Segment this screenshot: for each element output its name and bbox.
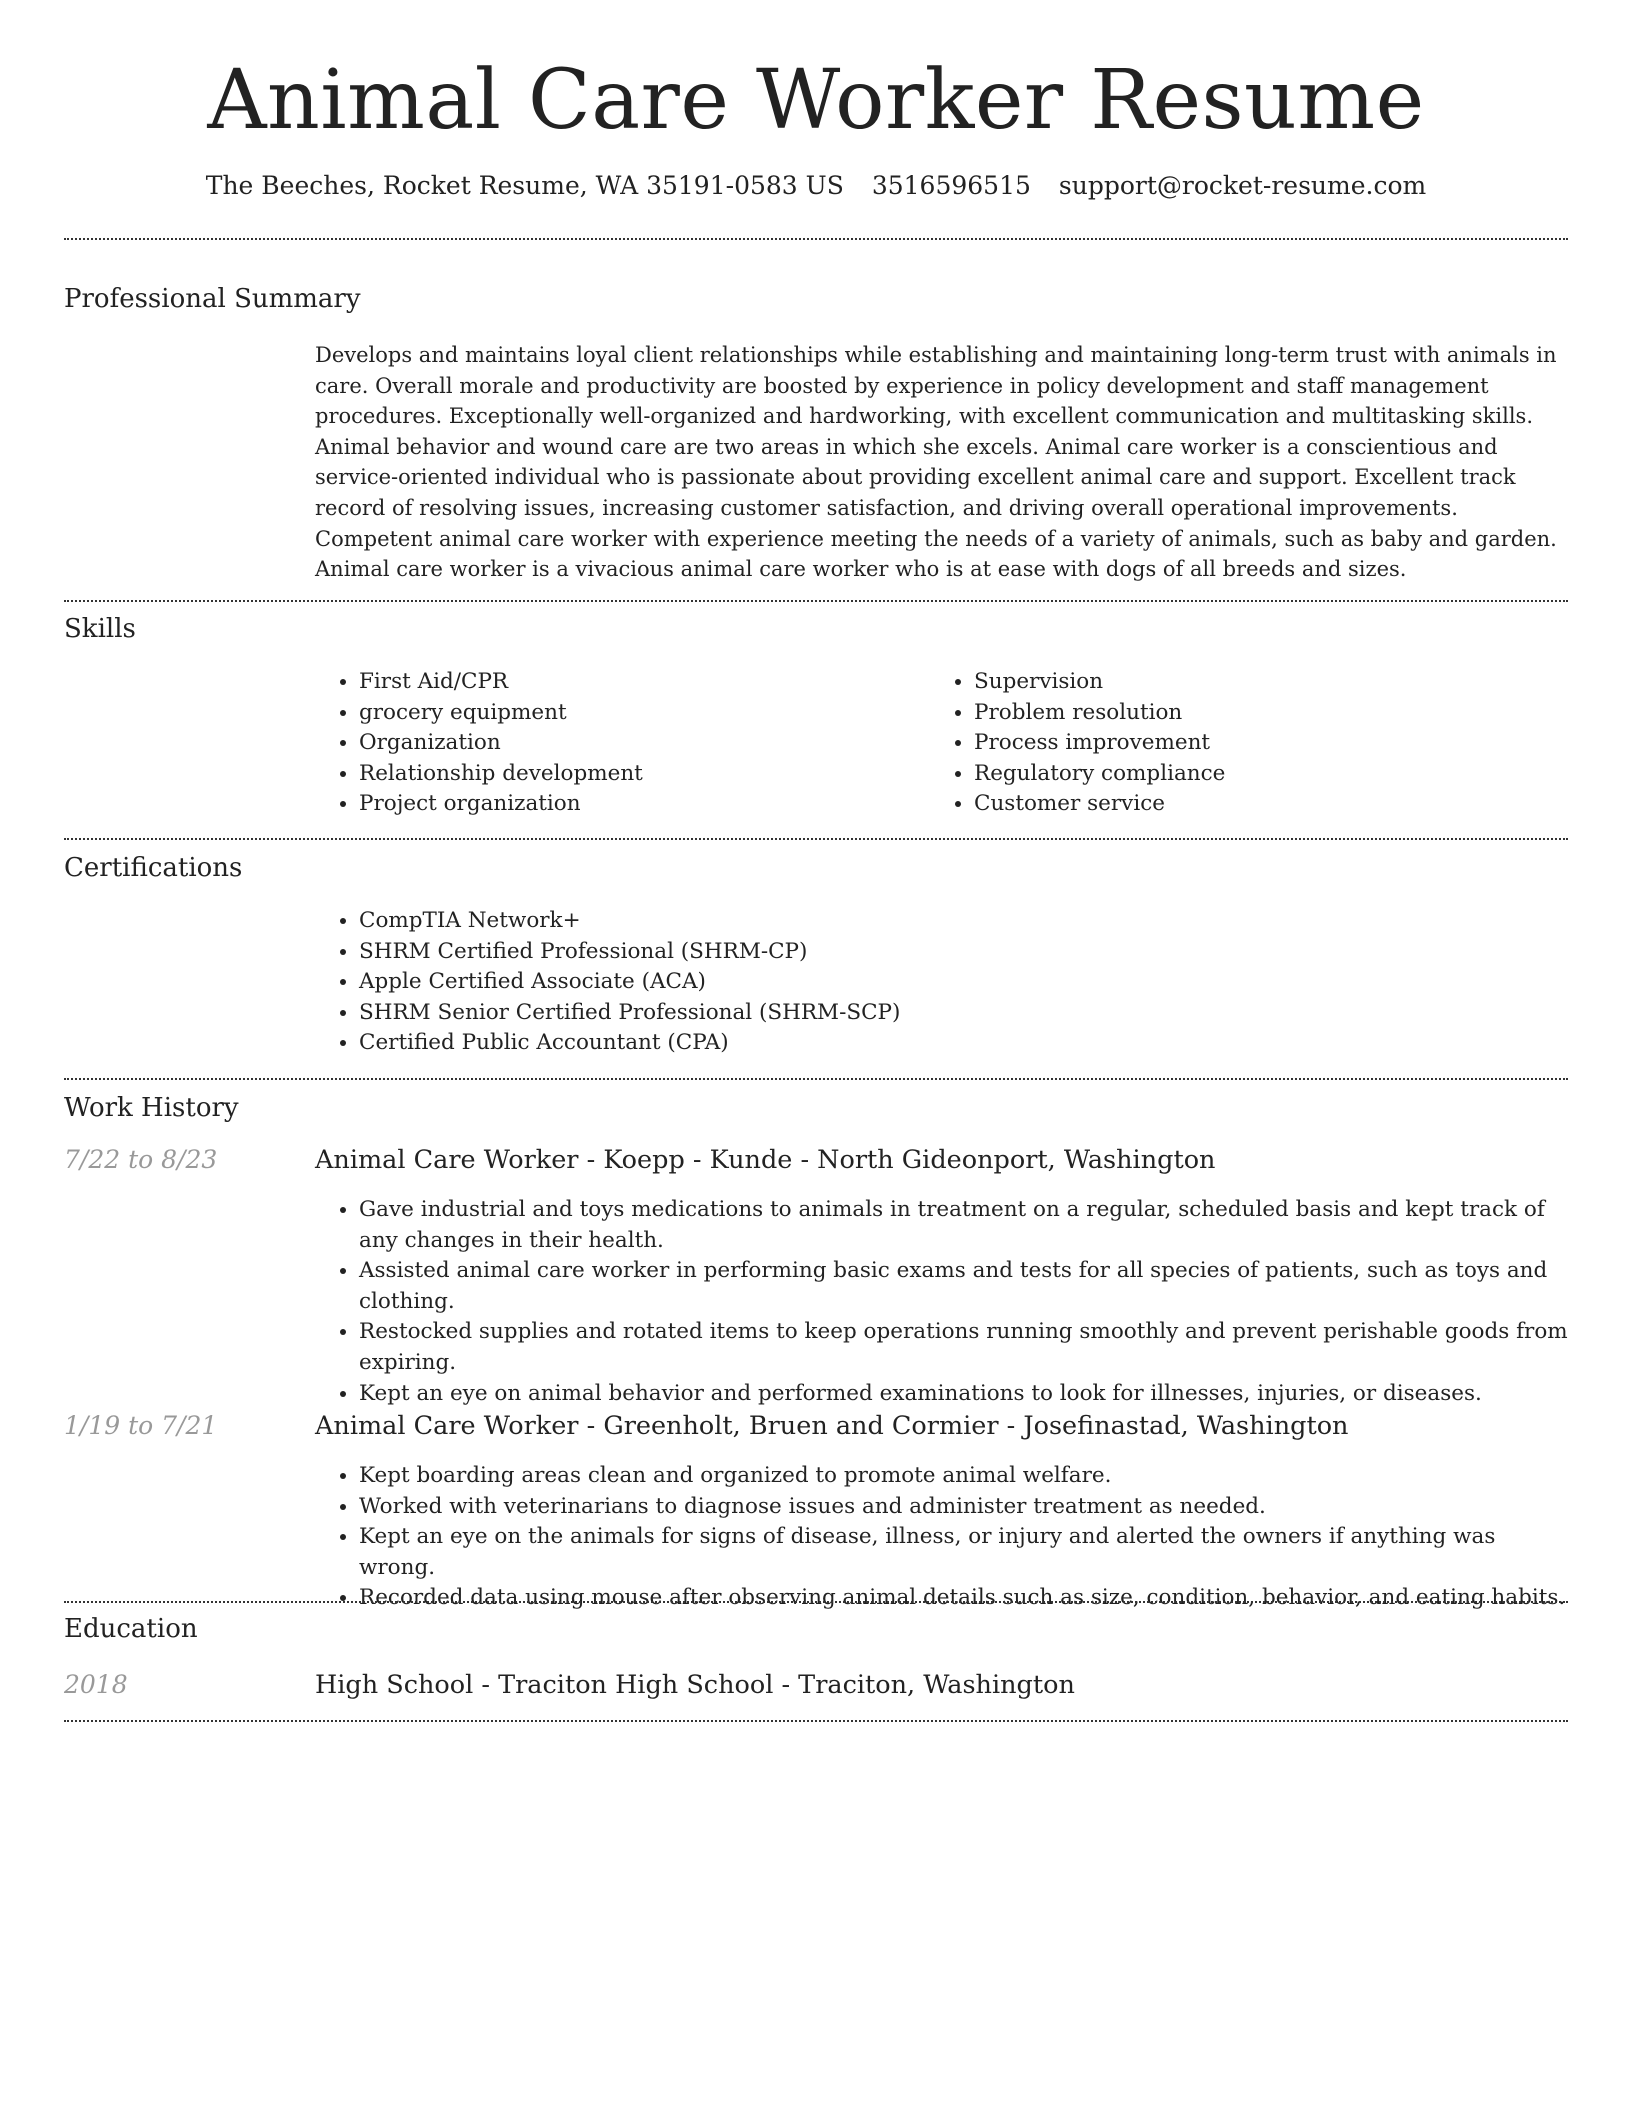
list-item: • Restocked supplies and rotated items to keep operations running smoothly and prevent perishable goods from expiring. <box>359 1317 1574 1378</box>
certifications-heading: Certifications <box>64 853 243 883</box>
section-divider <box>64 600 1568 602</box>
list-item: • First Aid/CPR <box>359 667 919 698</box>
summary-text: Develops and maintains loyal client relationships while establishing and maintaining long-term trust with animals in care. Overall morale and productivity are boosted by experience in policy development and staff management procedures. Exceptionally well-organized and hardworking, with excellent communication and multitasking skills. Animal behavior and wound care are two areas in which she excels. Animal care worker is a conscientious and service-oriented individual who is passionate about providing excellent animal care and support. Excellent track record of resolving issues, increasing customer satisfaction, and driving overall operational improvements. Competent animal care worker with experience meeting the needs of a variety of animals, such as baby and garden. Animal care worker is a vivacious animal care worker who is at ease with dogs of all breeds and sizes. <box>315 343 1557 582</box>
list-item: • Kept boarding areas clean and organized to promote animal welfare. <box>359 1461 1574 1492</box>
section-divider <box>64 238 1568 240</box>
list-item: • SHRM Certified Professional (SHRM-CP) <box>359 937 1559 968</box>
list-item: • Problem resolution <box>974 698 1574 729</box>
contact-line <box>0 168 1632 204</box>
contact-phone: 3516596515 <box>871 171 1031 200</box>
job-title: Animal Care Worker - Greenholt, Bruen and Cormier - Josefinastad, Washington <box>315 1411 1349 1441</box>
section-divider <box>64 838 1568 840</box>
list-item: • SHRM Senior Certified Professional (SHRM-SCP) <box>359 998 1559 1029</box>
list-item: • Organization <box>359 728 919 759</box>
resume-title: Animal Care Worker Resume <box>207 53 1425 148</box>
list-item: • Assisted animal care worker in performing basic exams and tests for all species of patients, such as toys and clothing. <box>359 1256 1574 1317</box>
job-bullets <box>315 1461 1574 1614</box>
list-item: • Regulatory compliance <box>974 759 1574 790</box>
education-title: High School - Traciton High School - Traciton, Washington <box>315 1670 1075 1700</box>
education-heading: Education <box>64 1614 198 1644</box>
skills-heading: Skills <box>64 614 136 644</box>
section-divider <box>64 1601 1568 1603</box>
job-bullets <box>315 1195 1574 1409</box>
list-item: • Kept an eye on the animals for signs of disease, illness, or injury and alerted the owners if anything was wrong. <box>359 1522 1574 1583</box>
list-item: • Certified Public Accountant (CPA) <box>359 1028 1559 1059</box>
list-item: • Recorded data using mouse after observing animal details such as size, condition, behavior, and eating habits. <box>359 1583 1574 1614</box>
list-item: • Kept an eye on animal behavior and performed examinations to look for illnesses, injuries, or diseases. <box>359 1379 1574 1410</box>
job-dates: 7/22 to 8/23 <box>64 1145 218 1174</box>
education-year: 2018 <box>64 1670 128 1699</box>
contact-address: The Beeches, Rocket Resume, WA 35191-0583 US <box>205 171 844 200</box>
skills-list-left <box>315 667 919 820</box>
section-divider <box>64 1720 1568 1722</box>
job-title: Animal Care Worker - Koepp - Kunde - North Gideonport, Washington <box>315 1145 1216 1175</box>
contact-email: support@rocket-resume.com <box>1058 171 1427 200</box>
list-item: • Apple Certified Associate (ACA) <box>359 967 1559 998</box>
summary-heading: Professional Summary <box>64 284 361 314</box>
list-item: • Project organization <box>359 789 919 820</box>
skills-list-right <box>930 667 1574 820</box>
work-history-heading: Work History <box>64 1093 239 1123</box>
list-item: • Process improvement <box>974 728 1574 759</box>
list-item: • Supervision <box>974 667 1574 698</box>
list-item: • Worked with veterinarians to diagnose issues and administer treatment as needed. <box>359 1492 1574 1523</box>
list-item: • Gave industrial and toys medications to animals in treatment on a regular, scheduled basis and kept track of any changes in their health. <box>359 1195 1574 1256</box>
list-item: • Customer service <box>974 789 1574 820</box>
list-item: • CompTIA Network+ <box>359 906 1559 937</box>
list-item: • Relationship development <box>359 759 919 790</box>
list-item: • grocery equipment <box>359 698 919 729</box>
section-divider <box>64 1078 1568 1080</box>
job-dates: 1/19 to 7/21 <box>64 1411 218 1440</box>
certifications-list <box>315 906 1559 1059</box>
